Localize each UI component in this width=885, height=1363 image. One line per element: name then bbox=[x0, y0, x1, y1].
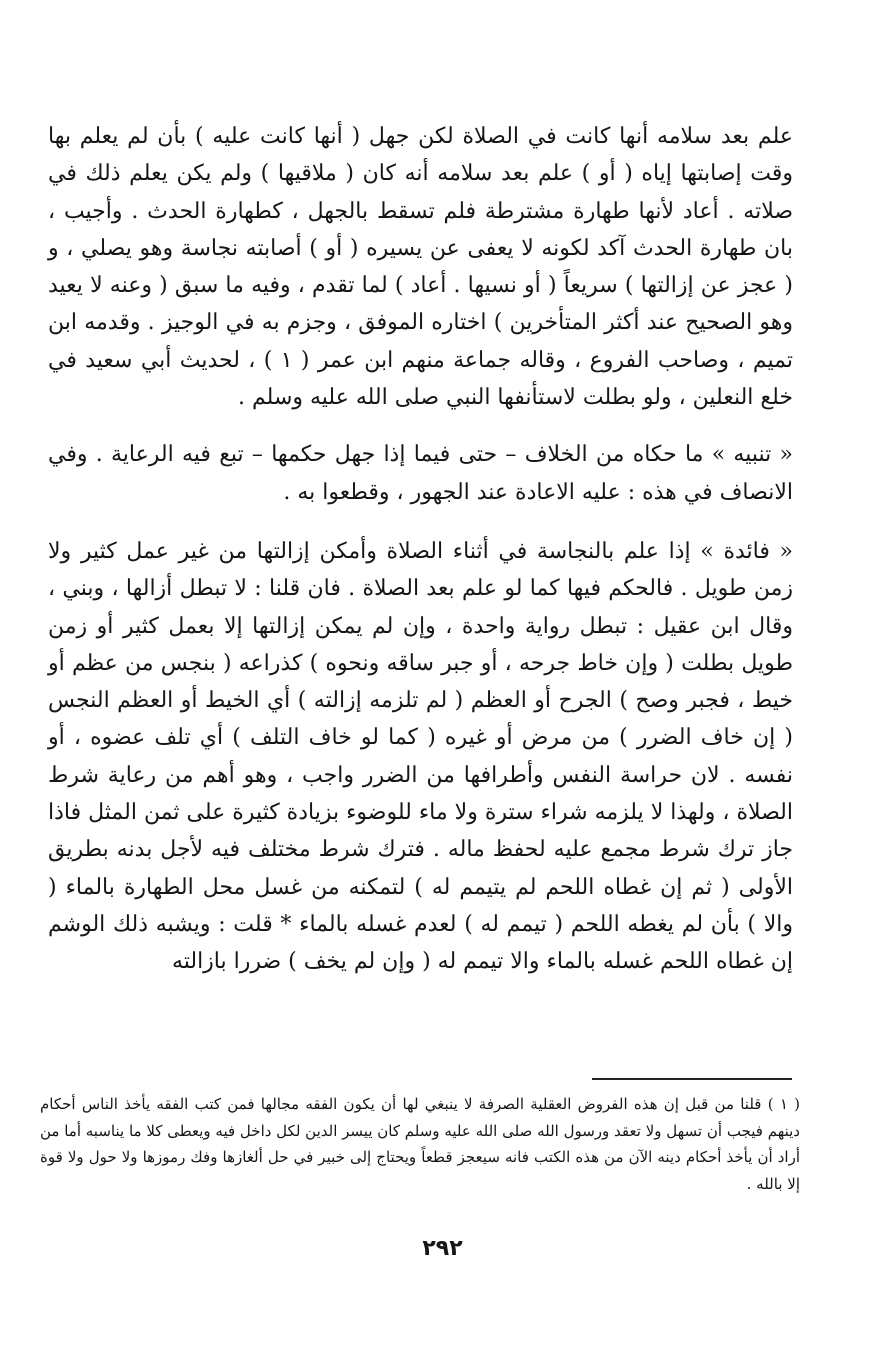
paragraph-main-text: علم بعد سلامه أنها كانت في الصلاة لكن جهل ( أنها كانت عليه ) بأن لم يعلم بها وقت إصابتها إياه ( أو ) علم بعد سلامه أنه كان ( ملاقيها ) ولم يكن يعلم ذلك في صلاته . أعاد لأنها طهارة مشترطة فلم تسقط بالجهل ، كطهارة الحدث . وأجيب ، بان طهارة الحدث آكد لكونه لا يعفى عن يسيره ( أو ) أصابته نجاسة وهو يصلي ، و ( عجز عن إزالتها ) سريعاً ( أو نسيها . أعاد ) لما تقدم ، وفيه ما سبق ( وعنه لا يعيد وهو الصحيح عند أكثر المتأخرين ) اختاره الموفق ، وجزم به في الوجيز . وقدمه ابن تميم ، وصاحب الفروع ، وقاله جماعة منهم ابن عمر ( ١ ) ، لحديث أبي سعيد في خلع النعلين ، ولو بطلت لاستأنفها النبي صلى الله عليه وسلم . bbox=[48, 124, 794, 411]
paragraph-tanbih-note: « تنبيه » ما حكاه من الخلاف – حتى فيما إذا جهل حكمها – تبع فيه الرعاية . وفي الانصاف في هذه : عليه الاعادة عند الجهور ، وقطعوا به . bbox=[48, 442, 793, 505]
footnote: ( ١ ) قلنا من قبل إن هذه الفروض العقلية الصرفة لا ينبغي لها أن يكون الفقه مجالها فمن كتب الفقه يأخذ الناس أحكام دينهم فيجب أن تسهل ولا تعقد ورسول الله صلى الله عليه وسلم كان ييسر الدين لكل داخل فيه ويعطى كلا ما يناسبه أما من أراد أن يأخذ أحكام دينه الآن من هذه الكتب فانه سيعجز قطعاً ويحتاج إلى خبير في حل ألغازها وفك رموزها ولا حول ولا قوة إلا بالله . bbox=[40, 1095, 800, 1193]
paragraph-faida-note: « فائدة » إذا علم بالنجاسة في أثناء الصلاة وأمكن إزالتها من غير عمل كثير ولا زمن طويل . فالحكم فيها كما لو علم بعد الصلاة . فان قلنا : لا تبطل أزالها ، وبني ، وقال ابن عقيل : تبطل رواية واحدة ، وإن لم يمكن إزالتها إلا بعمل كثير أو زمن طويل بطلت ( وإن خاط جرحه ، أو جبر ساقه ونحوه ) كذراعه ( بنجس من عظم أو خيط ، فجبر وصح ) الجرح أو العظم ( لم تلزمه إزالته ) أي الخيط أو العظم النجس ( إن خاف الضرر ) من مرض أو غيره ( كما لو خاف التلف ) أي تلف عضوه ، أو نفسه . لان حراسة النفس وأطرافها من الضرر واجب ، وهو أهم من رعاية شرط الصلاة ، ولهذا لا يلزمه شراء سترة ولا ماء للوضوء بزيادة كثيرة على ثمن المثل فاذا جاز ترك شرط مجمع عليه لحفظ ماله . فترك شرط مختلف فيه لأجل بدنه بطريق الأولى ( ثم إن غطاه اللحم لم يتيمم له ) لتمكنه من غسل محل الطهارة بالماء ( والا ) بأن لم يغطه اللحم ( تيمم له ) لعدم غسله بالماء * قلت : ويشبه ذلك الوشم إن غطاه اللحم غسله بالماء والا تيمم له ( وإن لم يخف ) ضررا بازالته bbox=[48, 538, 794, 975]
page-number: ٢٩٢ bbox=[422, 1236, 463, 1261]
page-body bbox=[48, 118, 793, 981]
footnote-separator bbox=[592, 1078, 792, 1080]
